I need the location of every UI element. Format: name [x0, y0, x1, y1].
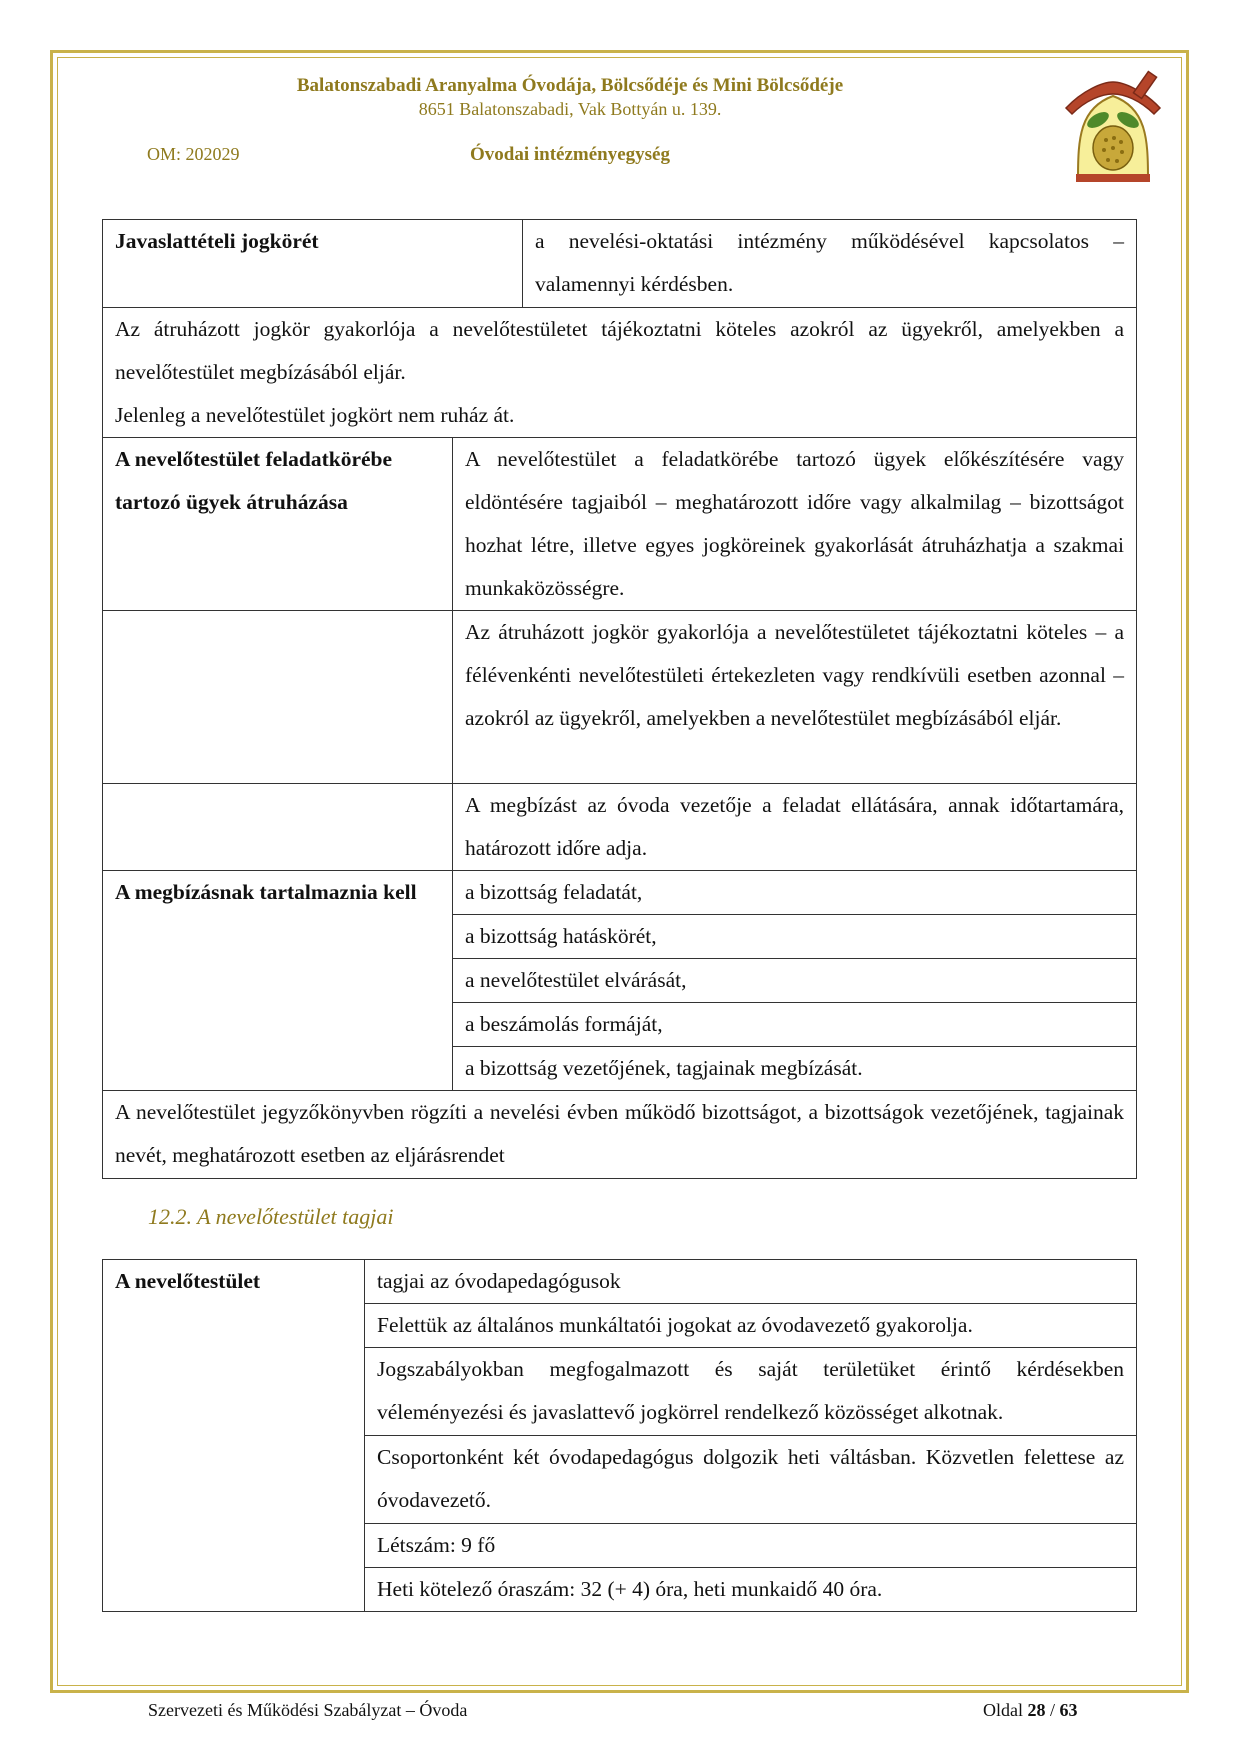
- header-om-number: OM: 202029: [147, 144, 240, 164]
- list-item: a beszámolás formáját,: [453, 1003, 1137, 1047]
- header-organization: Balatonszabadi Aranyalma Óvodája, Bölcsődéje és Mini Bölcsődéje: [296, 75, 844, 96]
- list-item: a bizottság vezetőjének, tagjainak megbízását.: [453, 1047, 1137, 1091]
- table-tagok: [102, 1259, 1137, 1612]
- list-item: a nevelőtestület elvárását,: [453, 959, 1137, 1003]
- paragraph: Jelenleg a nevelőtestület jogkört nem ruház át.: [115, 403, 515, 427]
- row-text: A megbízást az óvoda vezetője a feladat ellátására, annak időtartamára, határozott időre adja.: [453, 784, 1137, 871]
- list-item: Jogszabályokban megfogalmazott és saját területüket érintő kérdésekben véleményezési és javaslattevő jogkörrel rendelkező közösséget alkotnak.: [365, 1348, 1137, 1436]
- row-label: A nevelőtestület feladatkörébe tartozó ügyek átruházása: [103, 438, 453, 611]
- page-current: 28: [1027, 1700, 1046, 1720]
- footer-title: Szervezeti és Működési Szabályzat – Óvoda: [148, 1700, 468, 1720]
- page-total: 63: [1059, 1700, 1078, 1720]
- row-label: Javaslattételi jogkörét: [103, 220, 523, 308]
- header-unit: Óvodai intézményegység: [469, 144, 670, 165]
- list-item: a bizottság feladatát,: [453, 871, 1137, 915]
- footer-page-number: [983, 1700, 1078, 1721]
- row-label: A megbízásnak tartalmaznia kell: [103, 871, 453, 1091]
- empty-cell: [103, 611, 453, 784]
- row-full-text: A nevelőtestület jegyzőkönyvben rögzíti a nevelési évben működő bizottságot, a bizottságok vezetőjének, tagjainak nevét, meghatározott esetben az eljárásrendet: [103, 1091, 1137, 1179]
- row-full-text: [103, 308, 1137, 438]
- table-atruhazas: [102, 437, 1137, 1179]
- list-item: Heti kötelező óraszám: 32 (+ 4) óra, heti munkaidő 40 óra.: [365, 1568, 1137, 1612]
- row-text: Az átruházott jogkör gyakorlója a nevelőtestületet tájékoztatni köteles – a félévenkénti nevelőtestületi értekezleten vagy rendkívüli esetben azonnal – azokról az ügyekről, amelyekben a nevelőtestület megbízásából eljár.: [453, 611, 1137, 784]
- list-item: tagjai az óvodapedagógusok: [365, 1260, 1137, 1304]
- header-address: 8651 Balatonszabadi, Vak Bottyán u. 139.: [418, 99, 722, 119]
- list-item: Felettük az általános munkáltatói jogokat az óvodavezető gyakorolja.: [365, 1304, 1137, 1348]
- page-separator: /: [1050, 1700, 1056, 1720]
- list-item: a bizottság hatáskörét,: [453, 915, 1137, 959]
- paragraph: Az átruházott jogkör gyakorlója a nevelőtestületet tájékoztatni köteles azokról az ügyekről, amelyekben a nevelőtestület megbízásából eljár.: [115, 317, 1124, 384]
- page-prefix: Oldal: [983, 1700, 1023, 1720]
- table-javaslattetel: [102, 219, 1137, 438]
- row-label: A nevelőtestület: [103, 1260, 365, 1612]
- section-title: 12.2. A nevelőtestület tagjai: [148, 1204, 394, 1229]
- golden-apple-bell-icon: [1058, 68, 1168, 186]
- row-text: a nevelési-oktatási intézmény működésével kapcsolatos – valamennyi kérdésben.: [523, 220, 1137, 308]
- row-text: A nevelőtestület a feladatkörébe tartozó ügyek előkészítésére vagy eldöntésére tagjaiból – meghatározott időre vagy alkalmilag – bizottságot hozhat létre, illetve egyes jogköreinek gyakorlását átruházhatja a szakmai munkaközösségre.: [453, 438, 1137, 611]
- list-item: Létszám: 9 fő: [365, 1524, 1137, 1568]
- empty-cell: [103, 784, 453, 871]
- list-item: Csoportonként két óvodapedagógus dolgozik heti váltásban. Közvetlen felettese az óvodavezető.: [365, 1436, 1137, 1524]
